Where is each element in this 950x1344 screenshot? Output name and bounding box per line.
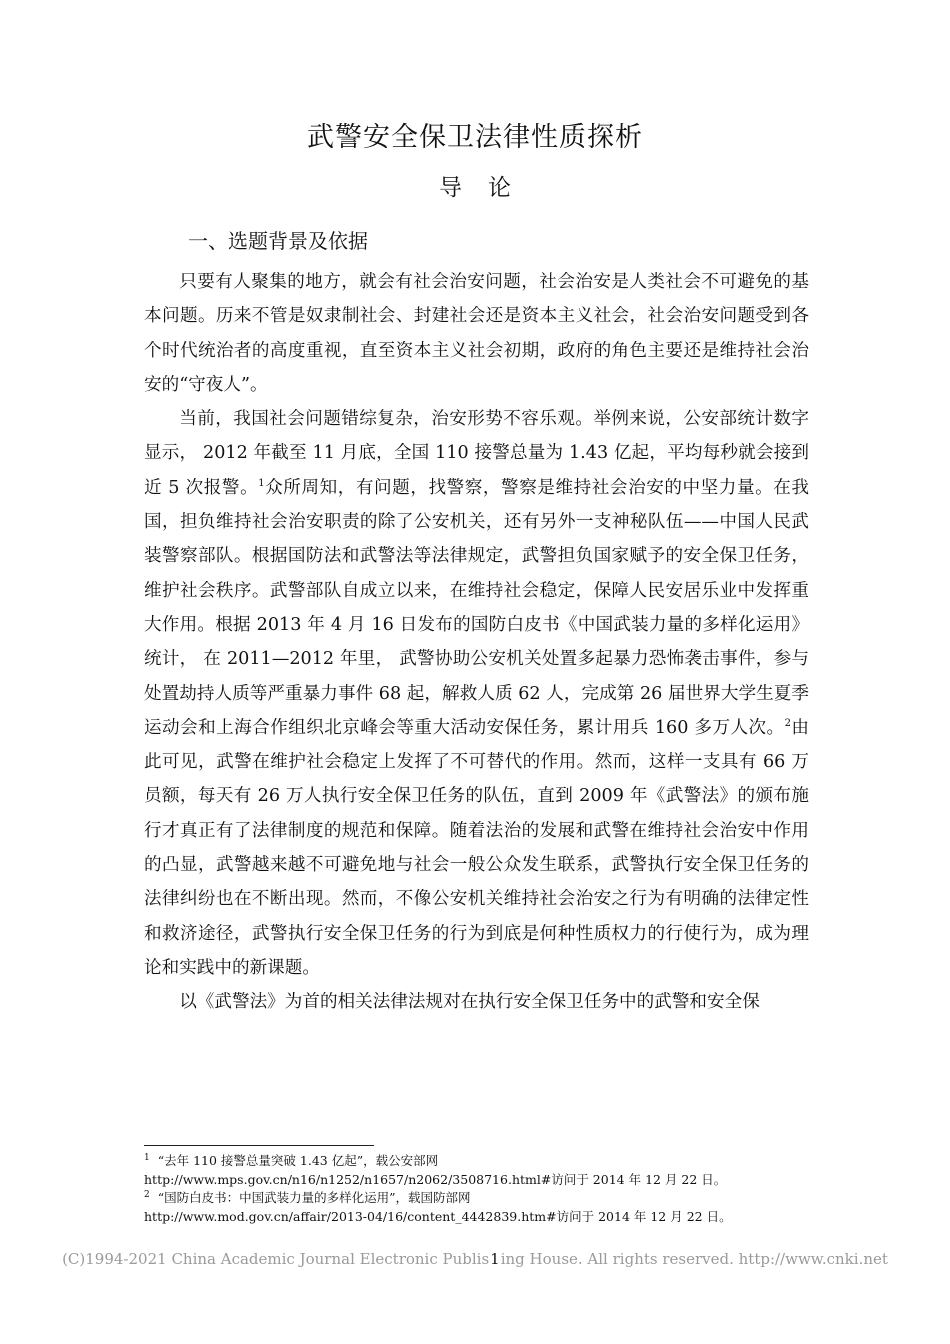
paragraph-2-part-a: 当前，我国社会问题错综复杂，治安形势不容乐观。举例来说，公安部统计数字显示， 2012 年截至 11 月底，全国 110 接警总量为 1.43 亿起，平均每秒就会接到近 5 次报警。 xyxy=(144,409,809,498)
footnote-2 xyxy=(144,1189,809,1208)
footnote-1 xyxy=(144,1152,809,1171)
section-heading: 一、选题背景及依据 xyxy=(188,229,368,253)
footnote-text: “国防白皮书：中国武装力量的多样化运用”，载国防部网 xyxy=(157,1190,471,1205)
footnote-2-url[interactable]: http://www.mod.gov.cn/affair/2013-04/16/content_4442839.htm#访问于 2014 年 12 月 22 日。 xyxy=(144,1208,732,1224)
paragraph-1: 只要有人聚集的地方，就会有社会治安问题，社会治安是人类社会不可避免的基本问题。历来不管是奴隶制社会、封建社会还是资本主义社会，社会治安问题受到各个时代统治者的高度重视，直至资本主义社会初期，政府的角色主要还是维持社会治安的“守夜人”。 xyxy=(144,272,809,395)
footnote-ref-1[interactable]: 1 xyxy=(258,477,265,489)
paragraph-2-part-b: 众所周知，有问题，找警察，警察是维持社会治安的中坚力量。在我国，担负维持社会治安职责的除了公安机关，还有另外一支神秘队伍——中国人民武装警察部队。根据国防法和武警法等法律规定，武警担负国家赋予的安全保卫任务，维护社会秩序。武警部队自成立以来，在维持社会稳定，保障人民安居乐业中发挥重大作用。根据 2013 年 4 月 16 日发布的国防白皮书《中国武装力量的多样化运用》统计， 在 2011—2012 年里， 武警协助公安机关处置多起暴力恐怖袭击事件，参与处置劫持人质等严重暴力事件 68 起，解救人质 62 人，完成第 26 届世界大学生夏季运动会和上海合作组织北京峰会等重大活动安保任务，累计用兵 160 多万人次。 xyxy=(144,477,809,738)
footnotes xyxy=(144,1152,809,1226)
footnote-text: “去年 110 接警总量突破 1.43 亿起”，载公安部网 xyxy=(157,1153,439,1168)
footnote-1-url[interactable]: http://www.mps.gov.cn/n16/n1252/n1657/n2062/3508716.html#访问于 2014 年 12 月 22 日。 xyxy=(144,1171,727,1187)
paper-title: 武警安全保卫法律性质探析 xyxy=(307,122,643,153)
paragraph-3: 以《武警法》为首的相关法律法规对在执行安全保卫任务中的武警和安全保 xyxy=(179,992,760,1013)
page-number: 1 xyxy=(490,1250,500,1268)
footer-left-text: (C)1994-2021 China Academic Journal Electronic Publis xyxy=(62,1250,490,1268)
copyright-footer xyxy=(0,1248,950,1270)
footnote-mark: 1 xyxy=(144,1152,150,1163)
footnote-ref-2[interactable]: 2 xyxy=(784,718,791,729)
footnote-mark: 2 xyxy=(144,1189,150,1200)
paragraph-2-part-c: 由此可见，武警在维护社会稳定上发挥了不可替代的作用。然而，这样一支具有 66 万员额，每天有 26 万人执行安全保卫任务的队伍，直到 2009 年《武警法》的颁布施行才真正有了法律制度的规范和保障。随着法治的发展和武警在维持社会治安中作用的凸显，武警越来越不可避免地与社会一般公众发生联系，武警执行安全保卫任务的法律纠纷也在不断出现。然而，不像公安机关维持社会治安之行为有明确的法律定性和救济途径，武警执行安全保卫任务的行为到底是何种性质权力的行使行为，成为理论和实践中的新课题。 xyxy=(144,717,809,978)
paragraph-2 xyxy=(144,402,809,985)
chapter-title: 导论 xyxy=(439,175,537,201)
body-text xyxy=(144,265,809,1020)
footer-right-text: ing House. All rights reserved. http://www.cnki.net xyxy=(500,1250,888,1268)
footnote-divider xyxy=(144,1145,374,1146)
